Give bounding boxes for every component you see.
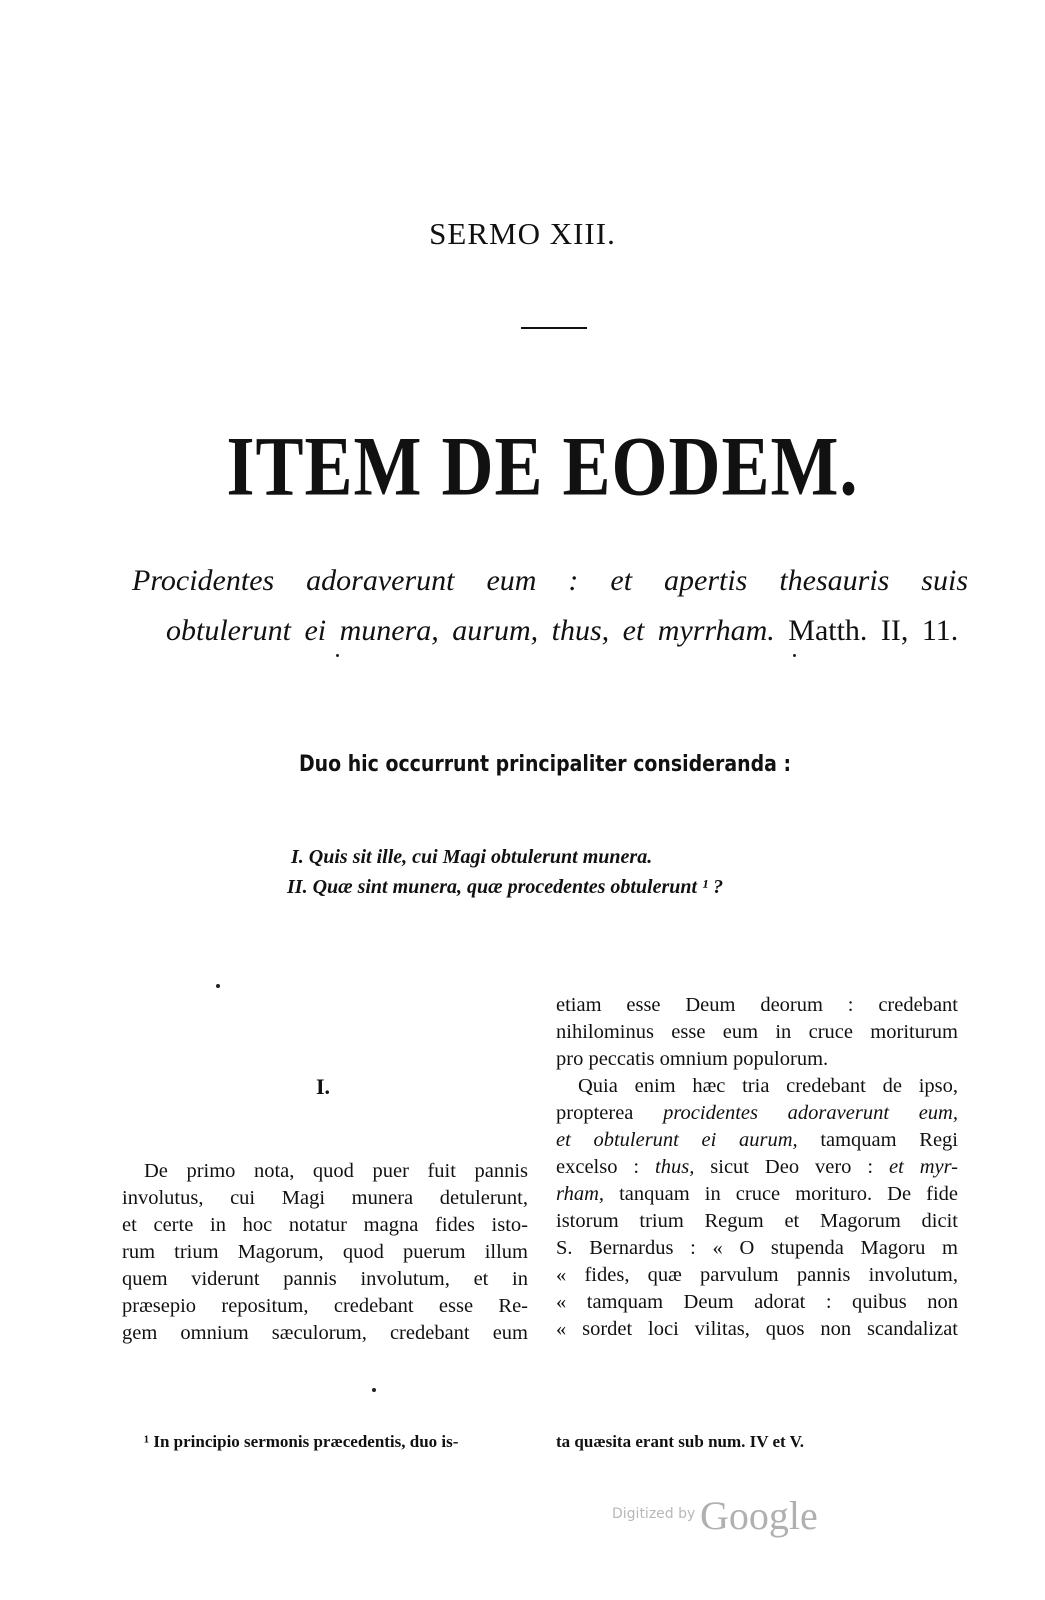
text-line: S. Bernardus : « O stupenda Magoru m (556, 1237, 958, 1259)
point-2: II. Quæ sint munera, quæ procedentes obtulerunt ¹ ? (287, 876, 724, 898)
text-line: Quia enim hæc tria credebant de ipso, (578, 1075, 958, 1097)
print-speck (793, 654, 796, 657)
text-line (556, 1127, 958, 1154)
text-line: « tamquam Deum adorat : quibus non (556, 1291, 958, 1313)
epigraph (132, 556, 968, 656)
divider-rule (521, 327, 587, 329)
print-speck (336, 654, 339, 657)
point-1: I. Quis sit ille, cui Magi obtulerunt munera. (291, 846, 653, 868)
sermon-number: SERMO XIII. (429, 216, 616, 251)
intro-line: Duo hic occurrunt principaliter consideranda : (298, 752, 792, 777)
italic-quote: et myr- (888, 1156, 959, 1178)
text-line: quem viderunt pannis involutum, et in (122, 1268, 528, 1290)
watermark-prefix: Digitized by (612, 1506, 696, 1522)
print-speck (372, 1388, 376, 1392)
text-line (556, 1154, 958, 1181)
italic-quote: procidentes adoraverunt eum, (663, 1102, 958, 1124)
text-line (556, 1181, 958, 1208)
text-run: excelso : (556, 1156, 656, 1178)
section-number: I. (316, 1074, 331, 1099)
text-line: et certe in hoc notatur magna fides isto- (122, 1214, 528, 1236)
text-run: tamquam Regi (797, 1129, 958, 1151)
text-line: præsepio repositum, credebant esse Re- (122, 1295, 528, 1317)
text-run: sicut Deo vero : (694, 1156, 889, 1178)
epigraph-reference: Matth. II, 11. (788, 614, 959, 647)
page-title: ITEM DE EODEM. (226, 419, 859, 514)
text-run: tanquam in cruce morituro. De fide (604, 1183, 958, 1205)
right-column (556, 992, 958, 1343)
text-line: rum trium Magorum, quod puerum illum (122, 1241, 528, 1263)
text-line: etiam esse Deum deorum : credebant (556, 994, 958, 1016)
text-line: pro peccatis omnium populorum. (556, 1048, 829, 1070)
footnote-right: ta quæsita erant sub num. IV et V. (556, 1432, 804, 1451)
text-line: gem omnium sæculorum, credebant eum (122, 1322, 528, 1344)
footnote-left: ¹ In principio sermonis præcedentis, duo is- (144, 1432, 459, 1451)
text-line: « sordet loci vilitas, quos non scandalizat (556, 1318, 958, 1340)
text-line: De primo nota, quod puer fuit pannis (144, 1160, 528, 1182)
text-line: istorum trium Regum et Magorum dicit (556, 1210, 958, 1232)
text-line: involutus, cui Magi munera detulerunt, (122, 1187, 528, 1209)
points-list (287, 842, 811, 902)
left-column (122, 1158, 528, 1347)
print-speck (216, 984, 220, 988)
text-line (556, 1100, 958, 1127)
italic-quote: rham, (556, 1183, 605, 1205)
text-line: nihilominus esse eum in cruce moriturum (556, 1021, 958, 1043)
text-run: propterea (556, 1102, 664, 1124)
italic-quote: et obtulerunt ei aurum, (556, 1129, 798, 1151)
watermark-logo: Google (700, 1493, 818, 1538)
epigraph-text: Procidentes adoraverunt eum : et apertis thesauris suis obtulerunt ei munera, aurum, thus, et myrrham. (132, 564, 968, 647)
text-line: « fides, quæ parvulum pannis involutum, (556, 1264, 958, 1286)
italic-quote: thus, (655, 1156, 695, 1178)
